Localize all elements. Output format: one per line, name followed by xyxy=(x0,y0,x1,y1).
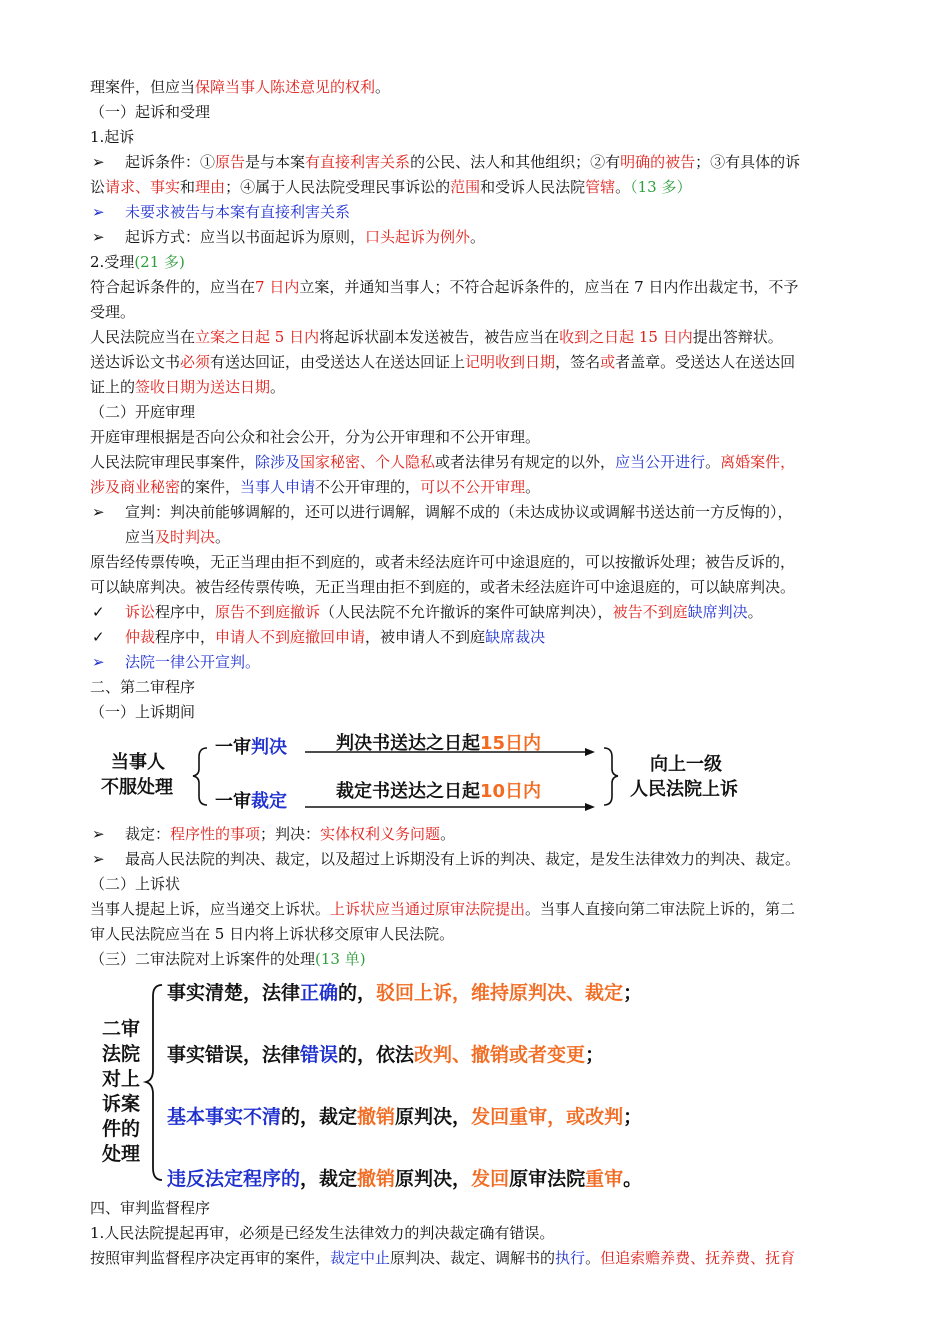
outcome-row-1: 事实清楚，法律正确的，驳回上诉，维持原判决、裁定； xyxy=(167,982,643,1004)
text-line: 1.人民法院提起再审，必须是已经发生法律效力的判决裁定确有错误。 xyxy=(90,1224,555,1242)
arrow-bullet-icon: ➢ xyxy=(92,653,105,671)
sub-heading: 2.受理(21 多) xyxy=(90,253,185,271)
text-line: 审人民法院应当在 5 日内将上诉状移交原审人民法院。 xyxy=(90,925,455,943)
outcome-row-3: 基本事实不清的，裁定撤销原判决，发回重审，或改判； xyxy=(167,1106,643,1128)
text-line: 人民法院审理民事案件，除涉及国家秘密、个人隐私或者法律另有规定的以外，应当公开进行。离婚案件， xyxy=(90,453,796,471)
big-left-brace-icon xyxy=(146,985,162,1180)
text-line: 讼请求、事实和理由；④属于人民法院受理民事诉讼的范围和受诉人民法院管辖。（13 多） xyxy=(90,178,692,196)
appeal-row-1-deadline: 判决书送达之日起15日内 xyxy=(336,733,542,754)
target-label-2: 人民法院上诉 xyxy=(630,779,738,800)
bullet-item: ➢ 裁定：程序性的事项；判决：实体权利义务问题。 xyxy=(92,825,456,843)
bullet-item: ➢ 未要求被告与本案有直接利害关系 xyxy=(92,203,351,221)
party-label-1: 当事人 xyxy=(111,752,165,773)
arrow-bullet-icon: ➢ xyxy=(92,850,105,868)
text-line: 涉及商业秘密的案件，当事人申请不公开审理的，可以不公开审理。 xyxy=(90,478,541,496)
bullet-item: ➢ 法院一律公开宣判。 xyxy=(92,653,261,671)
section-heading: （一）上诉期间 xyxy=(90,703,196,721)
text-line: 当事人提起上诉，应当递交上诉状。上诉状应当通过原审法院提出。当事人直接向第二审法院上诉的，第二 xyxy=(90,900,796,918)
second-instance-title: 二审 法院 对上 诉案 件的 处理 xyxy=(101,1018,140,1165)
arrow-bullet-icon: ➢ xyxy=(92,153,105,171)
text-line: 原告经传票传唤，无正当理由拒不到庭的，或者未经法庭许可中途退庭的，可以按撤诉处理；被告反诉的， xyxy=(90,553,796,571)
bullet-item: ✓ 仲裁程序中，申请人不到庭撤回申请，被申请人不到庭缺席裁决 xyxy=(92,628,546,646)
text-line: 可以缺席判决。被告经传票传唤，无正当理由拒不到庭的，或者未经法庭许可中途退庭的，可以缺席判决。 xyxy=(90,578,796,596)
chapter-heading: 四、审判监督程序 xyxy=(90,1199,211,1217)
text-line: 理案件，但应当保障当事人陈述意见的权利。 xyxy=(90,78,391,96)
target-label-1: 向上一级 xyxy=(650,754,722,775)
section-heading: （三）二审法院对上诉案件的处理(13 单) xyxy=(90,950,366,968)
outcome-row-4: 违反法定程序的，裁定撤销原判决，发回原审法院重审。 xyxy=(167,1168,643,1190)
section-heading: （二）开庭审理 xyxy=(90,403,196,421)
appeal-row-1: 一审判决 xyxy=(215,737,287,758)
text-line: 开庭审理根据是否向公众和社会公开，分为公开审理和不公开审理。 xyxy=(90,428,541,446)
party-label-2: 不服处理 xyxy=(101,777,173,798)
chapter-heading: 二、第二审程序 xyxy=(90,678,196,696)
outcome-row-2: 事实错误，法律错误的，依法改判、撤销或者变更； xyxy=(167,1044,605,1066)
arrow-bullet-icon: ➢ xyxy=(92,203,105,221)
check-bullet-icon: ✓ xyxy=(92,603,105,621)
text-line: 人民法院应当在立案之日起 5 日内将起诉状副本发送被告，被告应当在收到之日起 15 日内提出答辩状。 xyxy=(90,328,783,346)
text-line: 受理。 xyxy=(90,303,136,321)
check-bullet-icon: ✓ xyxy=(92,628,105,646)
text-line: 证上的签收日期为送达日期。 xyxy=(90,378,286,396)
arrow-bullet-icon: ➢ xyxy=(92,228,105,246)
text-line: 按照审判监督程序决定再审的案件，裁定中止原判决、裁定、调解书的执行。但追索赡养费、抚养费、抚育 xyxy=(90,1249,796,1267)
sub-heading: 1.起诉 xyxy=(90,128,135,146)
bullet-item: ➢ 最高人民法院的判决、裁定，以及超过上诉期没有上诉的判决、裁定，是发生法律效力的判决、裁定。 xyxy=(92,850,801,868)
section-heading: （二）上诉状 xyxy=(90,875,181,893)
section-heading: （一）起诉和受理 xyxy=(90,103,211,121)
text-line: 应当及时判决。 xyxy=(125,528,231,546)
bullet-item: ➢ 起诉条件：①原告是与本案有直接利害关系的公民、法人和其他组织；②有明确的被告；③有具体的诉 xyxy=(92,153,801,171)
bullet-item: ➢ 起诉方式：应当以书面起诉为原则，口头起诉为例外。 xyxy=(92,228,486,246)
bullet-item: ➢ 宣判：判决前能够调解的，还可以进行调解，调解不成的（未达成协议或调解书送达前一方反悔的）， xyxy=(92,503,793,521)
appeal-row-2: 一审裁定 xyxy=(215,791,287,812)
text-line: 符合起诉条件的，应当在7 日内立案，并通知当事人；不符合起诉条件的，应当在 7 日内作出裁定书，不予 xyxy=(90,278,799,296)
text-line: 送达诉讼文书必须有送达回证，由受送达人在送达回证上记明收到日期，签名或者盖章。受送达人在送达回 xyxy=(90,353,796,371)
arrow-bullet-icon: ➢ xyxy=(92,825,105,843)
arrow-bullet-icon: ➢ xyxy=(92,503,105,521)
appeal-row-2-deadline: 裁定书送达之日起10日内 xyxy=(336,781,542,802)
bullet-item: ✓ 诉讼程序中，原告不到庭撤诉（人民法院不允许撤诉的案件可缺席判决），被告不到庭缺席判决。 xyxy=(92,603,763,621)
